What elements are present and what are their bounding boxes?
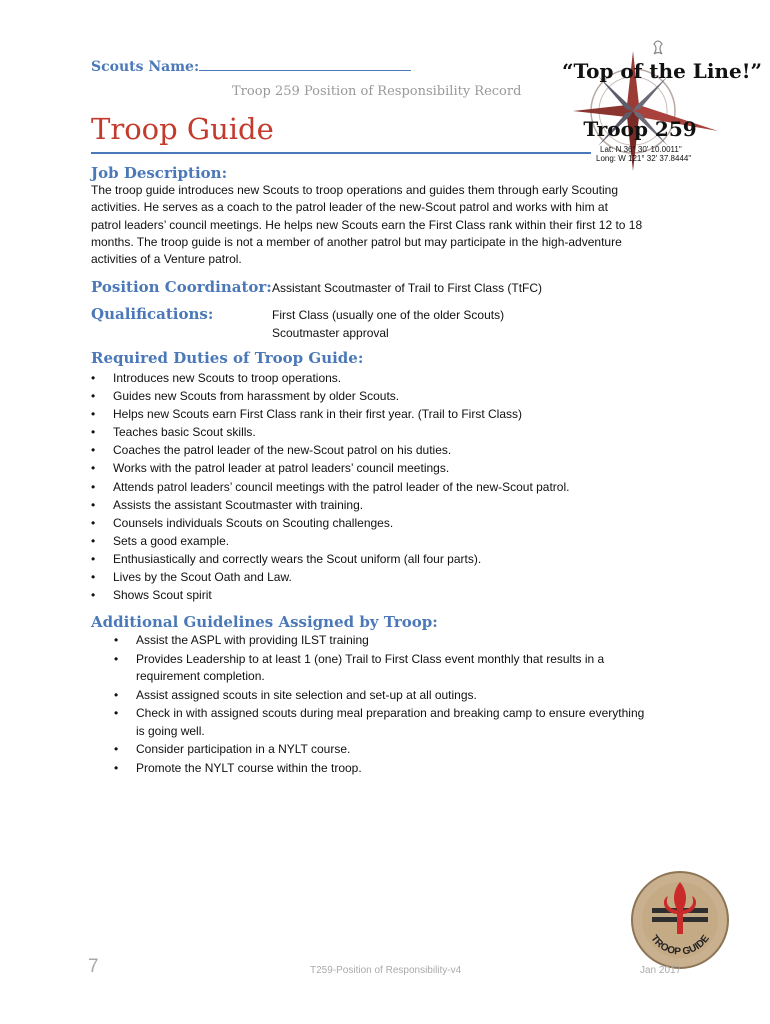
additional-guidelines-heading: Additional Guidelines Assigned by Troop:	[91, 613, 438, 631]
job-line: activities of a Venture patrol.	[91, 252, 242, 267]
list-item-line: is going well.	[136, 723, 205, 738]
page-title: Troop Guide	[91, 112, 274, 146]
list-item	[114, 632, 644, 650]
list-item: • Introduces new Scouts to troop operations.	[91, 369, 569, 387]
document-subtitle: Troop 259 Position of Responsibility Record	[232, 84, 522, 99]
list-item: • Helps new Scouts earn First Class rank in their first year. (Trail to First Class)	[91, 405, 569, 423]
list-item: • Guides new Scouts from harassment by older Scouts.	[91, 387, 569, 405]
list-item: • Assists the assistant Scoutmaster with training.	[91, 496, 569, 514]
list-item	[114, 760, 644, 778]
list-item-line: • Provides Leadership to at least 1 (one) Trail to First Class event monthly that results in a	[136, 651, 605, 666]
required-duties-heading: Required Duties of Troop Guide:	[91, 349, 364, 367]
list-item	[114, 687, 644, 705]
job-description-text	[91, 182, 642, 268]
qualification-item: First Class (usually one of the older Scouts)	[272, 308, 505, 322]
list-item: • Lives by the Scout Oath and Law.	[91, 568, 569, 586]
troop-guide-badge	[630, 870, 730, 970]
qualification-item: Scoutmaster approval	[272, 325, 389, 340]
list-item-line: • Consider participation in a NYLT course.	[136, 742, 351, 756]
footer-date: Jan 2017	[640, 965, 682, 976]
logo-tagline: “Top of the Line!”	[562, 59, 762, 83]
list-item-line: • Assist the ASPL with providing ILST training	[136, 633, 369, 647]
list-item: • Works with the patrol leader at patrol leaders’ council meetings.	[91, 459, 569, 477]
job-line: activities. He serves as a coach to the patrol leader of the new-Scout patrol and works with him at	[91, 200, 608, 215]
list-item: • Enthusiastically and correctly wears the Scout uniform (all four parts).	[91, 550, 569, 568]
list-item-line: • Check in with assigned scouts during meal preparation and breaking camp to ensure everything	[136, 706, 645, 720]
troop-compass-logo	[558, 36, 762, 166]
job-line: patrol leaders’ council meetings. He helps new Scouts earn the First Class rank within their first 12 to 18	[91, 217, 643, 232]
qualifications-label: Qualifications:	[91, 305, 214, 323]
list-item: • Coaches the patrol leader of the new-Scout patrol on his duties.	[91, 441, 569, 459]
job-line: The troop guide introduces new Scouts to troop operations and guides them through early Scouting	[91, 183, 618, 197]
list-item-line: • Assist assigned scouts in site selection and set-up at all outings.	[136, 687, 477, 702]
footer-document-version: T259-Position of Responsibility-v4	[310, 965, 462, 976]
list-item: • Shows Scout spirit	[91, 586, 569, 604]
title-divider	[91, 152, 591, 154]
logo-troop-name: Troop 259	[583, 117, 697, 141]
list-item: • Attends patrol leaders’ council meetings with the patrol leader of the new-Scout patrol.	[91, 478, 569, 496]
job-description-heading: Job Description:	[91, 164, 228, 182]
logo-longitude: Long: W 121° 32' 37.8444"	[596, 154, 692, 163]
page-number: 7	[88, 956, 99, 977]
job-line: months. The troop guide is not a member of another patrol but may participate in the high-adventure	[91, 234, 622, 249]
list-item	[114, 741, 644, 759]
qualifications-values	[272, 307, 504, 342]
list-item-line: requirement completion.	[136, 669, 265, 683]
list-item	[114, 705, 644, 740]
logo-latitude: Lat: N 36° 30' 10.0011"	[600, 145, 682, 154]
position-coordinator-label: Position Coordinator:	[91, 278, 272, 296]
badge-text: TROOP GUIDE	[648, 933, 712, 958]
list-item: • Sets a good example.	[91, 532, 569, 550]
scouts-name-label: Scouts Name:	[91, 59, 200, 75]
list-item: • Teaches basic Scout skills.	[91, 423, 569, 441]
position-coordinator-value: Assistant Scoutmaster of Trail to First Class (TtFC)	[272, 281, 543, 295]
required-duties-list	[91, 369, 569, 604]
list-item-line: • Promote the NYLT course within the troop.	[136, 760, 362, 775]
scouts-name-line	[199, 57, 411, 71]
list-item	[114, 651, 644, 686]
scouts-name-field	[91, 57, 411, 75]
additional-guidelines-list	[114, 632, 644, 778]
list-item: • Counsels individuals Scouts on Scouting challenges.	[91, 514, 569, 532]
